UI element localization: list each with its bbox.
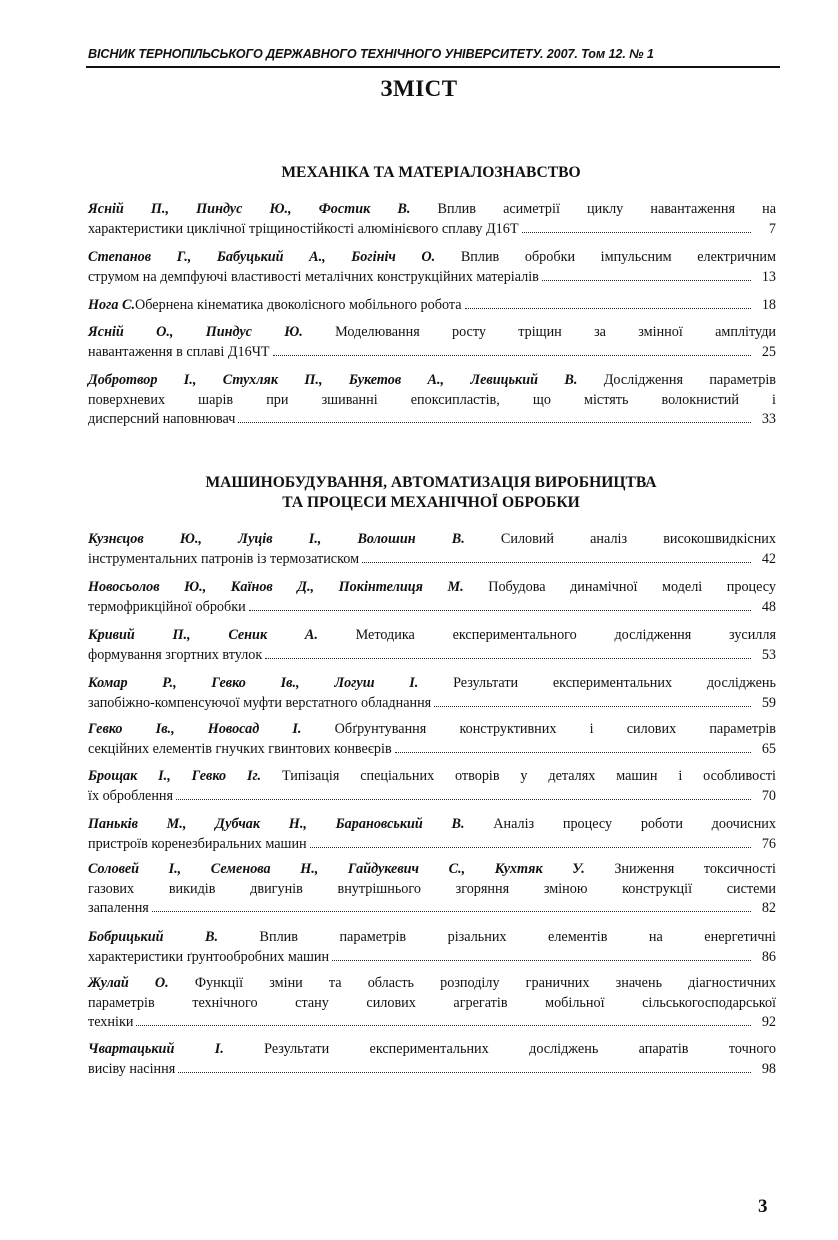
entry-authors: Ясній О., Пиндус Ю. — [88, 324, 303, 340]
entry-line — [88, 200, 776, 220]
toc-entry — [88, 200, 776, 239]
entry-page: 33 — [761, 411, 776, 427]
entry-line — [88, 598, 776, 618]
section-title-line: МЕХАНІКА ТА МАТЕРІАЛОЗНАВСТВО — [281, 164, 581, 181]
toc-entry — [88, 371, 776, 430]
entry-title-part: Результати експериментальних досліджень апаратів точного — [223, 1041, 776, 1057]
entry-title-part: поверхневих шарів при зшиванні епоксипластів, що містять волокнистий і — [88, 391, 776, 408]
entry-line — [88, 740, 776, 760]
entry-title-part: характеристики циклічної тріщиностійкості алюмінієвого сплаву Д16Т — [88, 220, 519, 237]
dot-leader — [152, 911, 751, 912]
entry-line — [88, 1040, 776, 1060]
dot-leader — [136, 1025, 751, 1026]
entry-title-part: Вплив обробки імпульсним електричним — [435, 249, 776, 265]
dot-leader — [362, 562, 751, 563]
entry-line — [88, 410, 776, 430]
entry-title-part: їх оброблення — [88, 787, 174, 804]
entry-page: 76 — [761, 835, 776, 852]
entry-title-part: секційних елементів гнучких гвинтових конвеєрів — [88, 740, 392, 757]
entry-page: 86 — [761, 948, 776, 965]
entry-line — [88, 835, 776, 855]
toc-entry — [88, 974, 776, 1033]
toc-entry — [88, 928, 776, 967]
entry-line — [88, 1060, 776, 1080]
entry-authors: Брощак І., Гевко Іг. — [88, 768, 262, 784]
entry-page: 25 — [761, 343, 776, 360]
entry-line — [88, 626, 776, 646]
entry-line — [88, 578, 776, 598]
entry-page: 92 — [761, 1014, 776, 1030]
entry-page: 48 — [761, 598, 776, 615]
toc-entry — [88, 674, 776, 713]
dot-leader — [265, 658, 751, 659]
page-number: 3 — [758, 1196, 768, 1217]
entry-title-part: Аналіз процесу роботи доочисних — [464, 816, 776, 832]
entry-title-part: формування згортних втулок — [88, 646, 263, 663]
entry-title-part: пристроїв коренезбиральних машин — [88, 835, 307, 852]
entry-authors: Кривий П., Сеник А. — [88, 627, 318, 643]
entry-line — [88, 694, 776, 714]
entry-line — [88, 1013, 776, 1033]
entry-line — [88, 787, 776, 807]
entry-line — [88, 720, 776, 740]
entry-line — [88, 994, 776, 1014]
entry-title-part: Моделювання росту тріщин за змінної амплітуди — [302, 324, 777, 340]
entry-title-part: висіву насіння — [88, 1060, 176, 1077]
entry-title-part: термофрикційної обробки — [88, 598, 246, 615]
entry-title-part: запалення — [88, 900, 149, 916]
entry-page: 59 — [761, 694, 776, 711]
toc-entry — [88, 248, 776, 287]
entry-line — [88, 948, 776, 968]
entry-authors: Паньків М., Дубчак Н., Барановський В. — [88, 816, 465, 832]
entry-title-part: Силовий аналіз високошвидкісних — [464, 531, 776, 547]
dot-leader — [178, 1072, 751, 1073]
entry-authors: Новосьолов Ю., Каїнов Д., Покінтелиця М. — [88, 579, 464, 595]
entry-title-part: Типізація спеціальних отворів у деталях машин і особливості — [261, 768, 776, 784]
toc-entry — [88, 323, 776, 362]
section-title-engineering — [86, 473, 776, 513]
entry-line — [88, 899, 776, 919]
toc-entry — [88, 767, 776, 806]
page-title: ЗМІСТ — [380, 76, 458, 101]
entry-line — [88, 371, 776, 391]
running-header: ВІСНИК ТЕРНОПІЛЬСЬКОГО ДЕРЖАВНОГО ТЕХНІЧНОГО УНІВЕРСИТЕТУ. 2007. Том 12. № 1 — [88, 47, 654, 61]
dot-leader — [273, 355, 751, 356]
toc-entry — [88, 626, 776, 665]
entry-title-part: параметрів технічного стану силових агрегатів мобільної сільськогосподарської — [88, 994, 776, 1011]
entry-authors: Нога С. — [88, 297, 136, 313]
dot-leader — [395, 752, 751, 753]
entry-line — [88, 674, 776, 694]
entry-line — [88, 220, 776, 240]
entry-page: 98 — [761, 1060, 776, 1077]
entry-title-part: дисперсний наповнювач — [88, 411, 236, 427]
toc-entry — [88, 1040, 776, 1079]
entry-page: 42 — [761, 550, 776, 567]
toc-entry — [88, 815, 776, 854]
entry-authors: Степанов Г., Бабуцький А., Богініч О. — [88, 249, 436, 265]
entry-line — [88, 530, 776, 550]
entry-title-part: газових викидів двигунів внутрішнього згоряння зміною конструкції системи — [88, 880, 776, 897]
entry-authors: Ясній П., Пиндус Ю., Фостик В. — [88, 201, 411, 217]
toc-entry — [88, 578, 776, 617]
entry-authors: Гевко Ів., Новосад І. — [88, 721, 302, 737]
entry-authors: Добротвор І., Стухляк П., Букетов А., Левицький В. — [88, 372, 578, 388]
entry-page: 18 — [761, 297, 776, 313]
entry-title-part: Дослідження параметрів — [577, 372, 777, 388]
entry-title-part: запобіжно-компенсуючої муфти верстатного обладнання — [88, 694, 432, 711]
dot-leader — [238, 422, 751, 423]
entry-line — [88, 860, 776, 880]
entry-page: 82 — [761, 900, 776, 916]
toc-entry — [88, 720, 776, 759]
entry-line — [88, 391, 776, 411]
entry-line — [88, 296, 776, 316]
entry-line — [88, 343, 776, 363]
entry-authors: Бобрицький В. — [88, 929, 219, 945]
entry-line — [88, 646, 776, 666]
section-title-mechanics — [86, 163, 776, 183]
toc-entry — [88, 530, 776, 569]
entry-title-part: Результати експериментальних досліджень — [418, 675, 776, 691]
entry-title-part: навантаження в сплаві Д16ЧТ — [88, 343, 270, 360]
entry-line — [88, 767, 776, 787]
entry-line — [88, 880, 776, 900]
entry-page: 70 — [761, 787, 776, 804]
entry-authors: Кузнєцов Ю., Луців І., Волошин В. — [88, 531, 465, 547]
entry-line — [88, 323, 776, 343]
dot-leader — [332, 960, 751, 961]
entry-authors: Соловей І., Семенова Н., Гайдукевич С., Кухтяк У. — [88, 861, 585, 877]
entry-authors: Комар Р., Гевко Ів., Логуш І. — [88, 675, 419, 691]
section-title-line: МАШИНОБУДУВАННЯ, АВТОМАТИЗАЦІЯ ВИРОБНИЦТВА — [205, 474, 657, 491]
entry-title-part: Обернена кінематика двоколісного мобільного робота — [135, 297, 462, 313]
entry-title-part: струмом на демпфуючі властивості металічних конструкційних матеріалів — [88, 268, 539, 285]
dot-leader — [434, 706, 751, 707]
entry-title-part: техніки — [88, 1014, 134, 1030]
entry-line — [88, 928, 776, 948]
entry-line — [88, 248, 776, 268]
entry-title-part: Методика експериментального дослідження зусилля — [317, 627, 776, 643]
entry-title-part: Вплив параметрів різальних елементів на енергетичні — [218, 929, 776, 945]
toc-entry — [88, 296, 776, 316]
entry-line — [88, 550, 776, 570]
entry-title-part: Побудова динамічної моделі процесу — [463, 579, 776, 595]
toc-entry — [88, 860, 776, 919]
entry-line — [88, 268, 776, 288]
entry-page: 13 — [761, 268, 776, 285]
section-title-line: ТА ПРОЦЕСИ МЕХАНІЧНОЇ ОБРОБКИ — [282, 494, 580, 511]
entry-title-part: Зниження токсичності — [584, 861, 776, 877]
entry-title-part: Функції зміни та область розподілу граничних значень діагностичних — [168, 975, 777, 991]
dot-leader — [249, 610, 751, 611]
entry-line — [88, 974, 776, 994]
entry-title-part: характеристики ґрунтообробних машин — [88, 948, 330, 965]
header-rule — [86, 66, 780, 68]
entry-page: 7 — [768, 220, 776, 237]
entry-title-part: інструментальних патронів із термозатиском — [88, 550, 360, 567]
entry-title-part: Вплив асиметрії циклу навантаження на — [410, 201, 776, 217]
entry-page: 65 — [761, 740, 776, 757]
entry-authors: Жулай О. — [88, 975, 169, 991]
dot-leader — [310, 847, 751, 848]
dot-leader — [176, 799, 751, 800]
dot-leader — [522, 232, 751, 233]
entry-page: 53 — [761, 646, 776, 663]
entry-title-part: Обґрунтування конструктивних і силових параметрів — [301, 721, 776, 737]
entry-line — [88, 815, 776, 835]
dot-leader — [465, 308, 751, 309]
entry-authors: Чвартацький І. — [88, 1041, 224, 1057]
dot-leader — [542, 280, 751, 281]
